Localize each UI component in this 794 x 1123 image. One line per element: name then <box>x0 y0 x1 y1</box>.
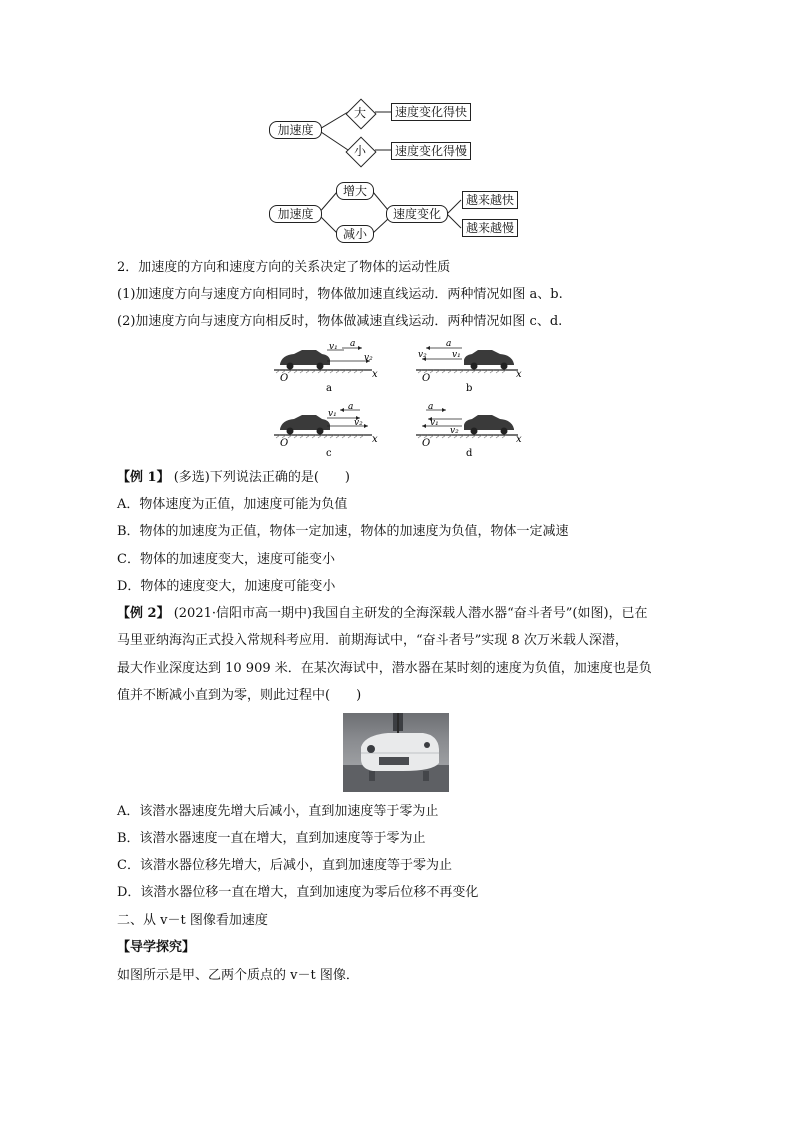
car-a-v1: v₁ <box>329 342 338 352</box>
car-b-origin: O <box>422 373 431 384</box>
car-b-axis: x <box>516 369 522 380</box>
point2-case1: (1)加速度方向与速度方向相同时，物体做加速直线运动．两种情况如图 a、b. <box>117 287 563 302</box>
diagram1-source: 加速度 <box>269 121 322 139</box>
car-d-origin: O <box>422 438 431 449</box>
car-d-acc: a <box>428 402 434 412</box>
car-c-v2: v₂ <box>354 418 363 428</box>
car-b-v1: v₁ <box>452 350 461 360</box>
point2-case2: (2)加速度方向与速度方向相反时，物体做减速直线运动．两种情况如图 c、d. <box>117 314 563 329</box>
car-a-axis: x <box>372 369 378 380</box>
diagram2-middle: 速度变化 <box>386 205 448 223</box>
car-c-caption: c <box>326 448 332 457</box>
car-figure-d <box>414 402 524 457</box>
example2-option-b: B．该潜水器速度一直在增大，直到加速度等于零为止 <box>117 831 426 846</box>
car-d-axis: x <box>516 434 522 445</box>
car-c-acc: a <box>348 402 354 412</box>
diagram1-result-bottom: 速度变化得慢 <box>391 142 471 160</box>
car-d-shape <box>464 415 514 430</box>
example1-stem <box>117 470 350 486</box>
car-c-origin: O <box>280 438 289 449</box>
car-b-shape <box>464 350 514 365</box>
diagram1-result-top: 速度变化得快 <box>391 103 471 121</box>
car-a-caption: a <box>326 383 332 392</box>
car-a-acc: a <box>350 339 356 349</box>
example1-option-d: D．物体的速度变大，加速度可能变小 <box>117 579 336 594</box>
example2-line1 <box>117 606 648 622</box>
diagram1-branch-top: 大 <box>353 106 366 120</box>
diagram2-result-bottom: 越来越慢 <box>462 219 518 237</box>
car-figure-a <box>272 337 382 392</box>
diagram2-branch-bottom: 减小 <box>336 225 374 243</box>
car-figure-b <box>414 337 524 392</box>
example1-option-b: B．物体的加速度为正值，物体一定加速，物体的加速度为负值，物体一定减速 <box>117 524 569 539</box>
car-d-v1: v₁ <box>430 418 439 428</box>
car-c-shape <box>280 415 330 430</box>
example1-prompt: (多选)下列说法正确的是( ) <box>173 470 351 485</box>
car-c-axis: x <box>372 434 378 445</box>
section-intro: 如图所示是甲、乙两个质点的 v－t 图像． <box>117 968 359 983</box>
car-a-v2: v₂ <box>364 353 373 363</box>
example2-option-d: D．该潜水器位移一直在增大，直到加速度为零后位移不再变化 <box>117 885 479 900</box>
example2-line4: 值并不断减小直到为零，则此过程中( ) <box>117 688 362 703</box>
example2-text-line1: (2021·信阳市高一期中)我国自主研发的全海深载人潜水器“奋斗者号”(如图)，已在 <box>173 606 648 621</box>
diagram1-branch-bottom: 小 <box>353 144 366 158</box>
example1-option-a: A．物体速度为正值，加速度可能为负值 <box>117 497 348 512</box>
example2-tag: 【例 2】 <box>117 606 170 621</box>
submersible-photo <box>343 713 449 792</box>
example2-option-c: C．该潜水器位移先增大，后减小，直到加速度等于零为止 <box>117 858 452 873</box>
car-b-v2: v₂ <box>418 350 427 360</box>
example1-option-c: C．物体的加速度变大，速度可能变小 <box>117 552 335 567</box>
example2-line3: 最大作业深度达到 10 909 米．在某次海试中，潜水器在某时刻的速度为负值，加速度也是负 <box>117 661 652 676</box>
example2-line2: 马里亚纳海沟正式投入常规科考应用．前期海试中，“奋斗者号”实现 8 次万米载人深潜， <box>117 633 628 648</box>
car-d-v2: v₂ <box>450 426 459 436</box>
section-guide: 【导学探究】 <box>117 940 196 955</box>
example1-tag: 【例 1】 <box>117 470 170 485</box>
submersible-illustration <box>343 713 449 792</box>
car-b-acc: a <box>446 339 452 349</box>
diagram2-branch-top: 增大 <box>336 182 374 200</box>
car-a-shape <box>280 350 330 365</box>
diagram2-source: 加速度 <box>269 205 322 223</box>
example2-option-a: A．该潜水器速度先增大后减小，直到加速度等于零为止 <box>117 804 439 819</box>
point2-heading: 2．加速度的方向和速度方向的关系决定了物体的运动性质 <box>117 260 451 275</box>
car-a-origin: O <box>280 373 289 384</box>
car-b-caption: b <box>466 383 473 392</box>
car-c-v1: v₁ <box>328 409 337 419</box>
section-heading: 二、从 v－t 图像看加速度 <box>117 913 268 928</box>
car-d-caption: d <box>466 448 473 457</box>
diagram2-result-top: 越来越快 <box>462 191 518 209</box>
car-figure-c <box>272 402 382 457</box>
